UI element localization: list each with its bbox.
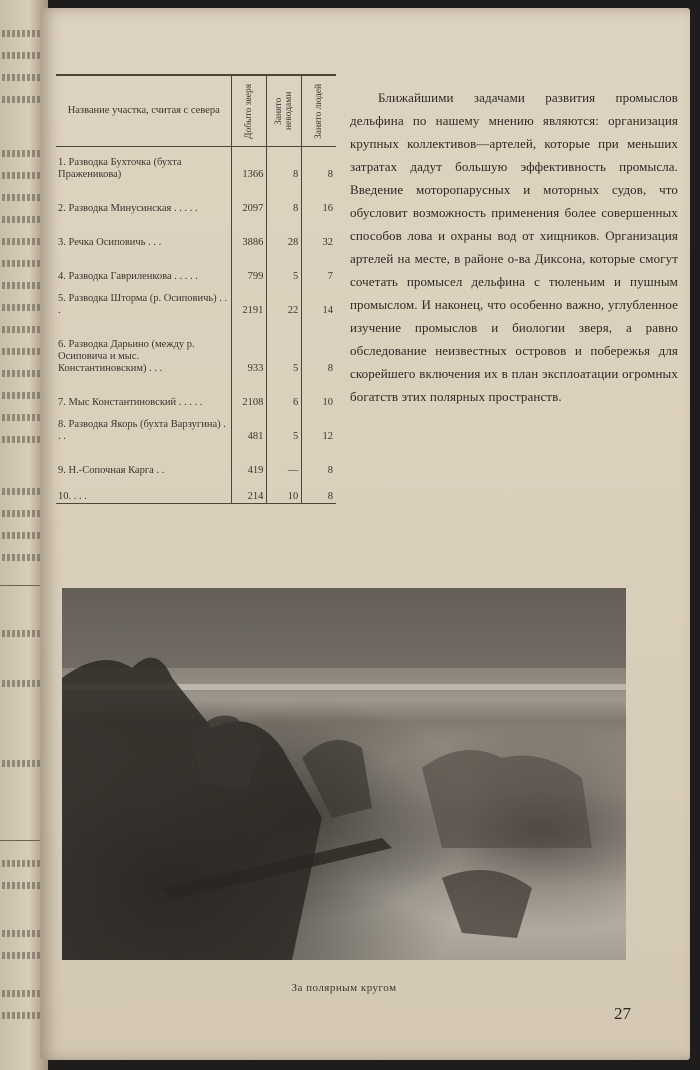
nets-used: 8 — [267, 181, 302, 215]
people-employed: 8 — [327, 363, 333, 374]
table-row — [56, 283, 336, 317]
people-employed: 7 — [327, 271, 333, 282]
animals-caught: 481 — [232, 409, 267, 443]
header-nets-used: Занято неводами — [274, 91, 295, 131]
table-row — [56, 249, 336, 283]
animals-caught: 1366 — [232, 147, 267, 182]
people-employed: 32 — [322, 237, 333, 248]
nets-used: 5 — [267, 249, 302, 283]
table-row — [56, 215, 336, 249]
reindeer-sled-photo — [62, 588, 626, 960]
site-name: 1. Разводка Бухточка (бухта Праженикова) — [56, 147, 232, 182]
animals-caught: 933 — [232, 317, 267, 375]
header-animals-caught: Добыто зверя — [244, 83, 255, 139]
photo-caption: За полярным кругом — [291, 982, 397, 994]
people-employed: 8 — [302, 477, 336, 504]
fishing-stats-table — [56, 74, 336, 504]
people-employed: 14 — [322, 305, 333, 316]
site-name: 3. Речка Осиповичь . . . — [56, 215, 232, 249]
nets-used: 10 — [267, 477, 302, 504]
header-people-employed: Занято людей — [314, 83, 325, 139]
site-name: 2. Разводка Минусинская . . . . . — [56, 181, 232, 215]
nets-used: 5 — [267, 317, 302, 375]
animals-caught: 419 — [232, 443, 267, 477]
people-silhouette — [62, 658, 322, 960]
table-row — [56, 317, 336, 375]
animals-caught: 2097 — [232, 181, 267, 215]
site-name: 5. Разводка Шторма (р. Осиповичь) . . . — [56, 283, 232, 317]
header-site-name: Название участка, считая с севера — [56, 75, 232, 147]
site-name: 8. Разводка Якорь (бухта Варзугина) . . . — [56, 409, 232, 443]
site-name: 9. Н.-Сопочная Карга . . — [56, 443, 232, 477]
site-name: 4. Разводка Гавриленкова . . . . . — [56, 249, 232, 283]
site-name: 10. . . . — [56, 477, 232, 504]
photo-scene — [62, 588, 626, 960]
nets-used: 8 — [267, 147, 302, 182]
nets-used: 28 — [267, 215, 302, 249]
animals-caught: 799 — [232, 249, 267, 283]
animals-caught: 2191 — [232, 283, 267, 317]
table-row — [56, 375, 336, 409]
people-employed: 10 — [322, 397, 333, 408]
nets-used: — — [267, 443, 302, 477]
people-employed: 12 — [322, 431, 333, 442]
people-employed: 8 — [327, 169, 333, 180]
body-paragraph: Ближайшими задачами развития промыслов дельфина по нашему мнению являются: организация крупных коллективов—артелей, которые при меньших затратах дадут большую эффективность промысла. Введение моторопарусных и моторных судов, что обусловит возможность применения более совершенных способов лова и охраны вод от хищников. Организация артелей на месте, в районе о-ва Диксона, которые смогут сочетать промысел дельфина с тюленьим и пушным промыслом. И наконец, что особенно важно, углубленное изучение промыслов и биологии зверя, а равно обследование неизвестных островов и побережья для скорейшего включения их в план эксплоатации огромных богатств этих полярных пространств. — [350, 90, 678, 404]
table-row — [56, 181, 336, 215]
reindeer-herd-silhouette — [422, 750, 592, 848]
nets-used: 6 — [267, 375, 302, 409]
sky — [62, 588, 626, 668]
nets-used: 22 — [267, 283, 302, 317]
dog-silhouette — [442, 870, 532, 938]
site-name: 7. Мыс Константиновский . . . . . — [56, 375, 232, 409]
animals-caught: 3886 — [232, 215, 267, 249]
people-employed: 8 — [327, 465, 333, 476]
table-row — [56, 147, 336, 182]
animals-caught: 2108 — [232, 375, 267, 409]
table-row — [56, 409, 336, 443]
site-name: 6. Разводка Дарьино (между р. Осиповича и мыс. Константиновским) . . . — [56, 317, 232, 375]
page-number: 27 — [614, 1004, 631, 1023]
nets-used: 5 — [267, 409, 302, 443]
table-row — [56, 443, 336, 477]
table-row — [56, 477, 336, 504]
people-employed: 16 — [322, 203, 333, 214]
animals-caught: 214 — [232, 477, 267, 504]
book-page — [40, 8, 690, 1060]
